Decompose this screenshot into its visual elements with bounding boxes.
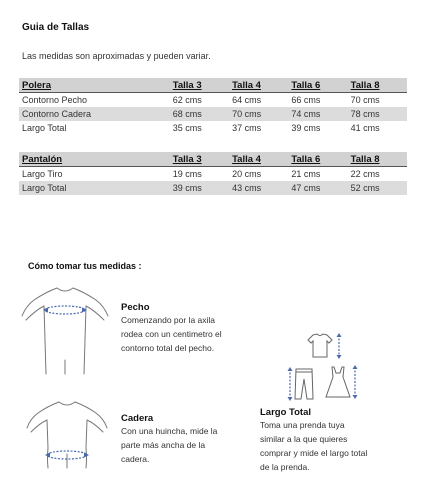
cadera-line: cadera. <box>121 454 150 464</box>
table-cell: 68 cms <box>170 107 229 121</box>
pecho-title: Pecho <box>121 302 150 313</box>
table-header-size: Talla 3 <box>170 78 229 93</box>
page-title: Guia de Tallas <box>22 22 90 33</box>
tshirt-length-icon <box>305 333 345 359</box>
table-cell: 20 cms <box>232 169 262 179</box>
table-row <box>19 167 407 182</box>
cadera-line: Con una huincha, mide la <box>121 426 218 436</box>
table-cell: 22 cms <box>350 169 380 179</box>
cadera-line: parte más ancha de la <box>121 440 206 450</box>
table-cell: 66 cms <box>291 95 321 105</box>
cadera-title: Cadera <box>121 413 154 424</box>
table-row <box>19 93 407 108</box>
table-header-size: Talla 4 <box>229 152 288 167</box>
largo-total-line: comprar y mide el largo total <box>260 448 368 458</box>
table-header-size: Talla 8 <box>348 78 407 93</box>
table-row <box>19 107 407 121</box>
hip-measure-figure <box>26 398 108 468</box>
table-cell: 74 cms <box>288 107 347 121</box>
cadera-text <box>121 424 217 466</box>
table-cell: 47 cms <box>288 181 347 195</box>
largo-total-line: de la prenda. <box>260 462 310 472</box>
largo-total-title: Largo Total <box>260 407 312 418</box>
pecho-line: rodea con un centimetro el <box>121 329 222 339</box>
polera-size-table <box>19 78 407 135</box>
pecho-text <box>121 313 222 355</box>
table-header-size: Talla 6 <box>288 78 347 93</box>
largo-total-text <box>260 418 367 474</box>
chest-measure-figure <box>20 282 110 377</box>
how-to-measure-title: Cómo tomar tus medidas : <box>28 261 142 271</box>
table-header-row <box>19 152 407 167</box>
table-cell: 62 cms <box>172 95 202 105</box>
row-label: Contorno Cadera <box>19 107 170 121</box>
largo-total-line: similar a la que quieres <box>260 434 348 444</box>
table-header-size: Talla 6 <box>288 152 347 167</box>
table-header-garment: Polera <box>19 78 170 93</box>
table-header-garment: Pantalón <box>19 152 170 167</box>
table-cell: 78 cms <box>348 107 407 121</box>
table-cell: 21 cms <box>291 169 321 179</box>
table-header-size: Talla 4 <box>229 78 288 93</box>
table-cell: 37 cms <box>232 123 262 133</box>
row-label: Largo Total <box>19 181 170 195</box>
table-row <box>19 121 407 135</box>
table-header-size: Talla 3 <box>170 152 229 167</box>
pecho-line: Comenzando por la axila <box>121 315 216 325</box>
table-cell: 43 cms <box>229 181 288 195</box>
row-label: Contorno Pecho <box>22 95 88 105</box>
table-cell: 70 cms <box>350 95 380 105</box>
table-cell: 19 cms <box>172 169 202 179</box>
page-subtitle: Las medidas son aproximadas y pueden variar. <box>22 51 211 61</box>
row-label: Largo Tiro <box>22 169 63 179</box>
table-cell: 39 cms <box>170 181 229 195</box>
table-cell: 52 cms <box>348 181 407 195</box>
table-cell: 70 cms <box>229 107 288 121</box>
table-cell: 35 cms <box>172 123 202 133</box>
dress-length-icon <box>320 365 360 401</box>
table-header-row <box>19 78 407 93</box>
pantalon-size-table <box>19 152 407 195</box>
table-cell: 64 cms <box>232 95 262 105</box>
pants-length-icon <box>287 367 317 401</box>
table-header-size: Talla 8 <box>348 152 407 167</box>
pecho-line: contorno total del pecho. <box>121 343 215 353</box>
largo-total-line: Toma una prenda tuya <box>260 420 345 430</box>
table-row <box>19 181 407 195</box>
row-label: Largo Total <box>22 123 67 133</box>
table-cell: 39 cms <box>291 123 321 133</box>
table-cell: 41 cms <box>350 123 380 133</box>
